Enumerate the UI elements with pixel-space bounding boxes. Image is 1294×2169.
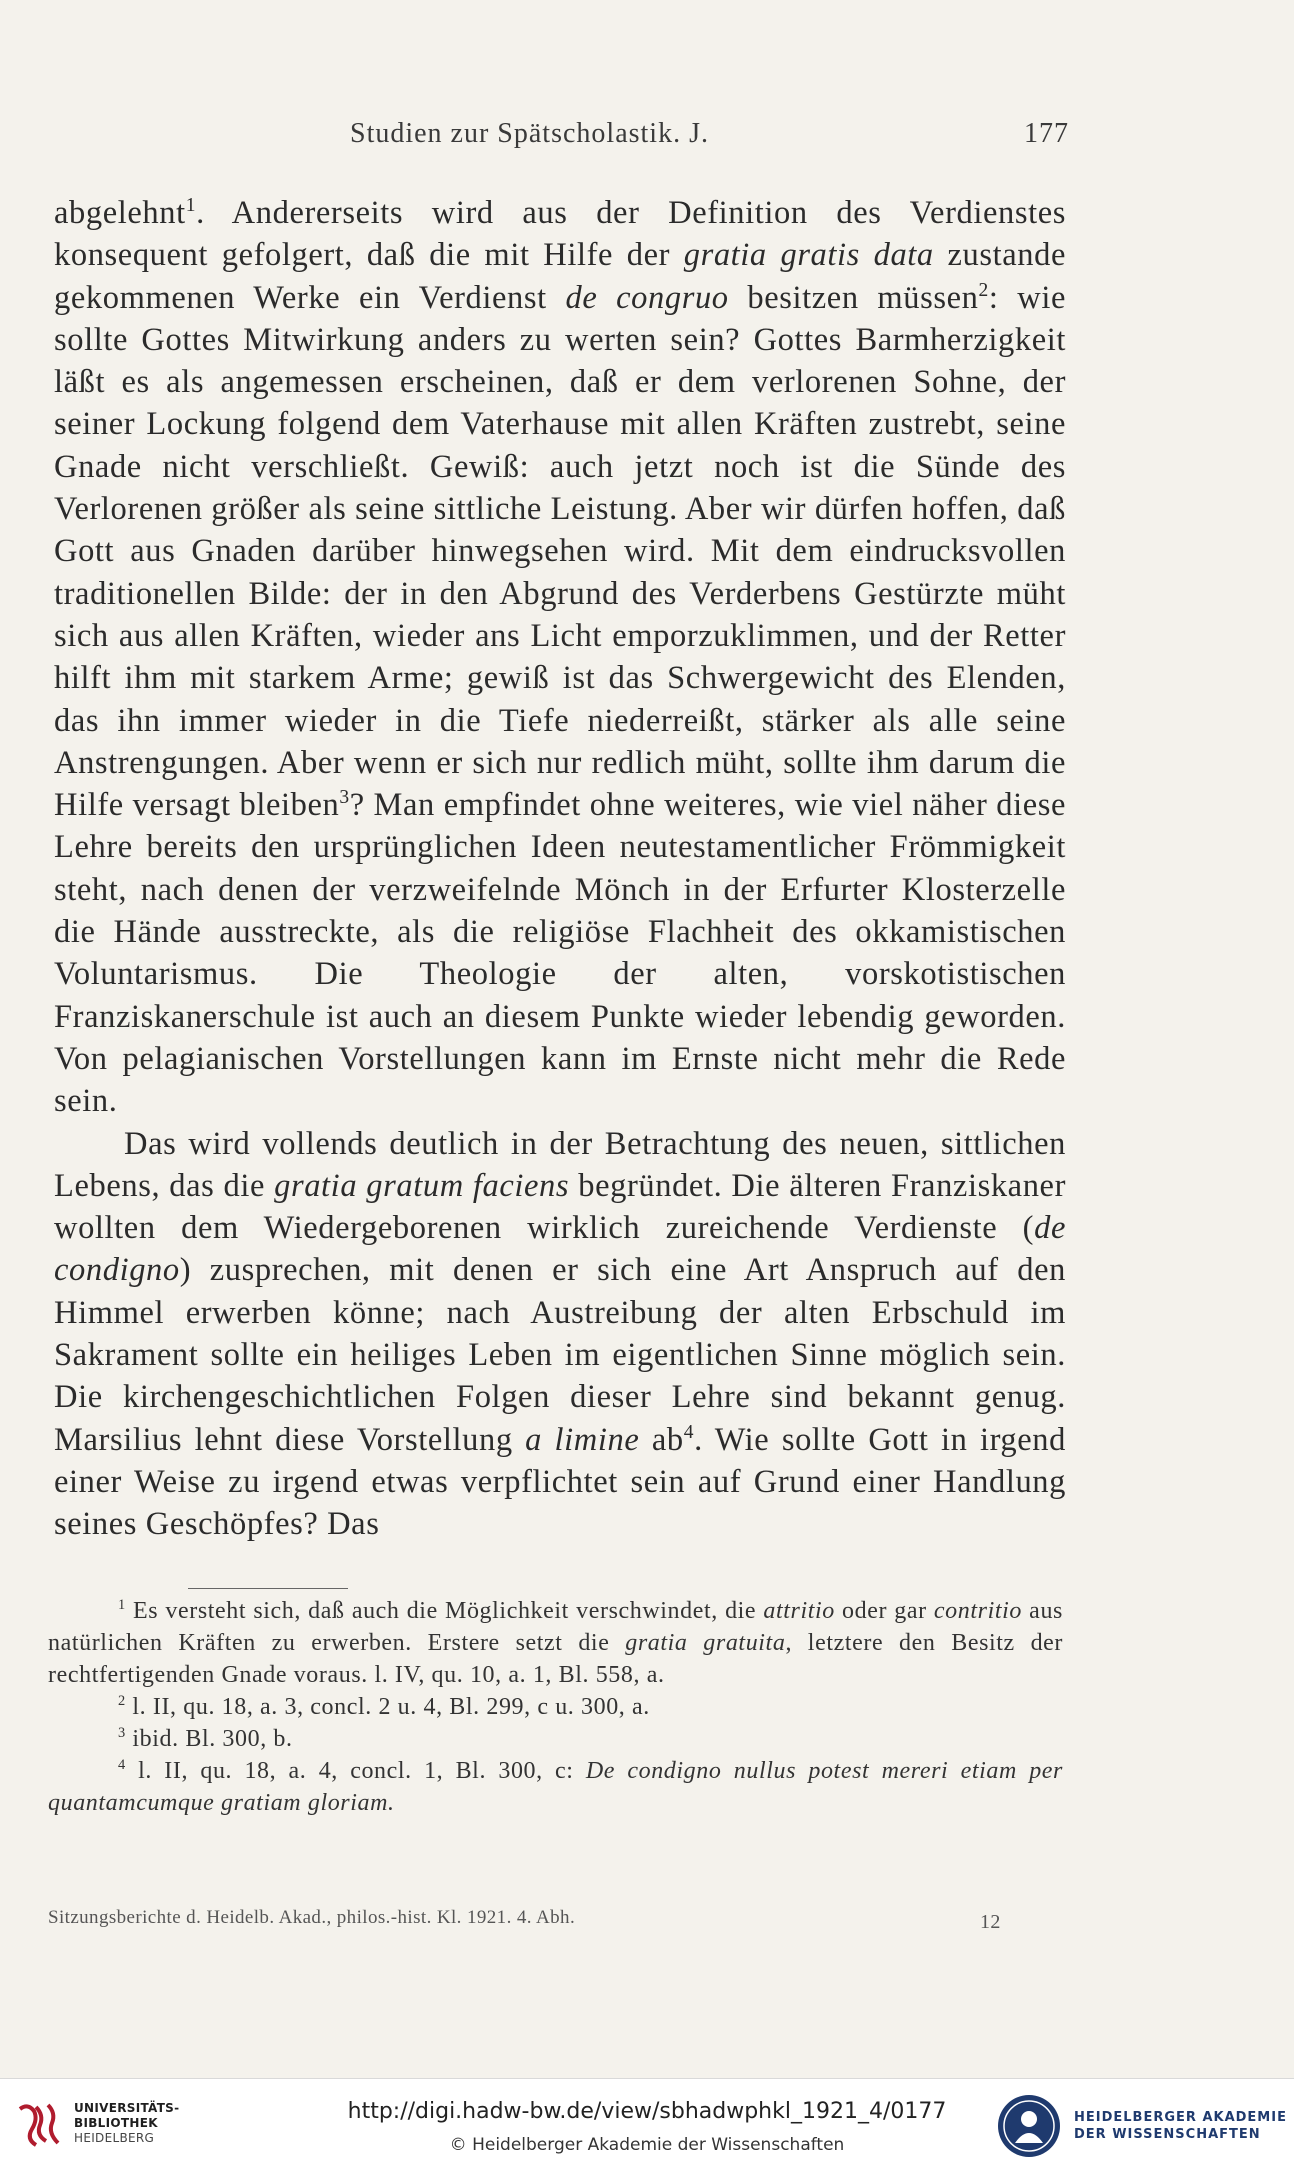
italic-term: contritio [933, 1598, 1022, 1624]
page-number: 177 [1024, 118, 1069, 149]
imprint-line [48, 1907, 1063, 1933]
footnote-marker: 1 [118, 1597, 126, 1613]
italic-term: de congruo [565, 279, 729, 316]
text-run: ab [639, 1421, 684, 1458]
text-run: ? Man empfindet ohne weiteres, wie viel näher diese Lehre bereits den ursprünglichen Ideen neutestamentlicher Frömmigkeit steht, nach denen der verzweifelnde Mönch in der Erfurter Klosterzelle die Hände ausstreckte, als die religiöse Flachheit des okkamistischen Voluntarismus. Die Theologie der alten, vorskotistischen Franziskanerschule ist auch an diesem Punkte wieder lebendig geworden. Von pelagianischen Vorstellungen kann im Ernste nicht mehr die Rede sein. [54, 787, 1066, 1120]
text-run: l. II, qu. 18, a. 4, concl. 1, Bl. 300, c: [125, 1758, 586, 1784]
text-run: begründet. Die älteren Franziskaner wollten dem Wiedergeborenen wirklich zureichende Verdienste ( [54, 1167, 1066, 1247]
text-run: zustande gekommenen Werke ein Verdienst [54, 237, 1066, 316]
footnote-marker: 2 [118, 1693, 126, 1709]
footnote-marker: 4 [118, 1757, 126, 1773]
text-run: . Wie sollte Gott in irgend einer Weise zu irgend etwas verpflichtet sein auf Grund einer Handlung seines Geschöpfes? Das [54, 1421, 1066, 1543]
permalink-url[interactable]: http://digi.hadw-bw.de/view/sbhadwphkl_1921_4/0177 [347, 2099, 947, 2124]
hadw-seal-icon[interactable] [996, 2093, 1062, 2159]
text-run: oder gar [834, 1598, 934, 1624]
italic-term: de condigno [54, 1210, 1066, 1289]
text-run: Das wird vollends deutlich in der Betrachtung des neuen, sittlichen Lebens, das die [54, 1125, 1066, 1204]
text-run: Es versteht sich, daß auch die Möglichkeit verschwindet, die [125, 1598, 764, 1624]
text-run: , letztere den Besitz der rechtfertigenden Gnade voraus. l. IV, qu. 10, a. 1, Bl. 558, a. [48, 1630, 1064, 1688]
italic-term: gratia gratuita [625, 1630, 786, 1656]
footnote-1 [48, 1595, 1063, 1691]
text-run: besitzen müssen [728, 279, 979, 316]
imprint-text: Sitzungsberichte d. Heidelb. Akad., philos.-hist. Kl. 1921. 4. Abh. [48, 1907, 576, 1928]
italic-term: gratia gratum faciens [274, 1167, 570, 1204]
academy-line: HEIDELBERGER AKADEMIE [1074, 2110, 1287, 2125]
italic-term: a limine [525, 1421, 640, 1458]
footnote-ref-4: 4 [683, 1421, 695, 1443]
copyright-notice: © Heidelberger Akademie der Wissenschaften [449, 2135, 845, 2155]
running-head-title: Studien zur Spätscholastik. J. [350, 118, 709, 149]
library-line: UNIVERSITÄTS- [74, 2101, 180, 2115]
paragraph-2 [54, 1123, 1066, 1546]
footnote-ref-1: 1 [185, 195, 197, 217]
footnote-ref-2: 2 [978, 279, 989, 301]
footnote-3 [48, 1723, 1063, 1755]
printer-signature: 12 [980, 1911, 1001, 1933]
text-run: : wie sollte Gottes Mitwirkung anders zu werten sein? Gottes Barmherzigkeit läßt es als angemessen erscheinen, daß er dem verlorenen Sohne, der seiner Lockung folgend dem Vaterhause mit allen Kräften zustrebt, seine Gnade nicht verschließt. Gewiß: auch jetzt noch ist die Sünde des Verlorenen größer als seine sittliche Leistung. Aber wir dürfen hoffen, daß Gott aus Gnaden darüber hinwegsehen wird. Mit dem eindrucksvollen traditionellen Bilde: der in den Abgrund des Verderbens Gestürzte müht sich aus allen Kräften, wieder ans Licht emporzuklimmen, und der Retter hilft ihm mit starkem Arme; gewiß ist das Schwergewicht des Elenden, das ihn immer wieder in die Tiefe niederreißt, stärker als alle seine Anstrengungen. Aber wenn er sich nur redlich müht, sollte ihm darum die Hilfe versagt bleiben [54, 279, 1066, 824]
text-run: ) zusprechen, mit denen er sich eine Art Anspruch auf den Himmel erwerben könne; nach Austreibung der alten Erbschuld im Sakrament sollte ein heiliges Leben im eigentlichen Sinne möglich sein. Die kirchengeschichtlichen Folgen dieser Lehre sind bekannt genug. Marsilius lehnt diese Vorstellung [54, 1252, 1066, 1458]
italic-quote: De condigno nullus potest mereri etiam per quantamcumque gratiam gloriam. [48, 1758, 1063, 1816]
text-run: ibid. Bl. 300, b. [125, 1726, 293, 1752]
footnotes [48, 1595, 1063, 1819]
paragraph-1 [54, 192, 1066, 1123]
text-run: . Andererseits wird aus der Definition des Verdienstes konsequent gefolgert, daß die mit Hilfe der [54, 195, 1066, 274]
footnote-ref-3: 3 [339, 787, 350, 809]
library-line: HEIDELBERG [74, 2131, 155, 2145]
italic-term: attritio [763, 1598, 835, 1624]
text-run: l. II, qu. 18, a. 3, concl. 2 u. 4, Bl. 299, c u. 300, a. [125, 1694, 650, 1720]
footnote-4 [48, 1755, 1063, 1819]
footnote-marker: 3 [118, 1725, 126, 1741]
footnote-2 [48, 1691, 1063, 1723]
body-text [54, 192, 1066, 1546]
text-run: aus natürlichen Kräften zu erwerben. Erstere setzt die [48, 1598, 1063, 1656]
academy-line: DER WISSENSCHAFTEN [1074, 2127, 1261, 2142]
italic-term: gratia gratis data [683, 237, 934, 274]
viewer-footer [0, 2078, 1294, 2169]
footnote-divider [188, 1588, 348, 1589]
text-run: abgelehnt [54, 195, 186, 231]
library-line: BIBLIOTHEK [74, 2116, 158, 2130]
academy-name [1074, 2109, 1287, 2143]
